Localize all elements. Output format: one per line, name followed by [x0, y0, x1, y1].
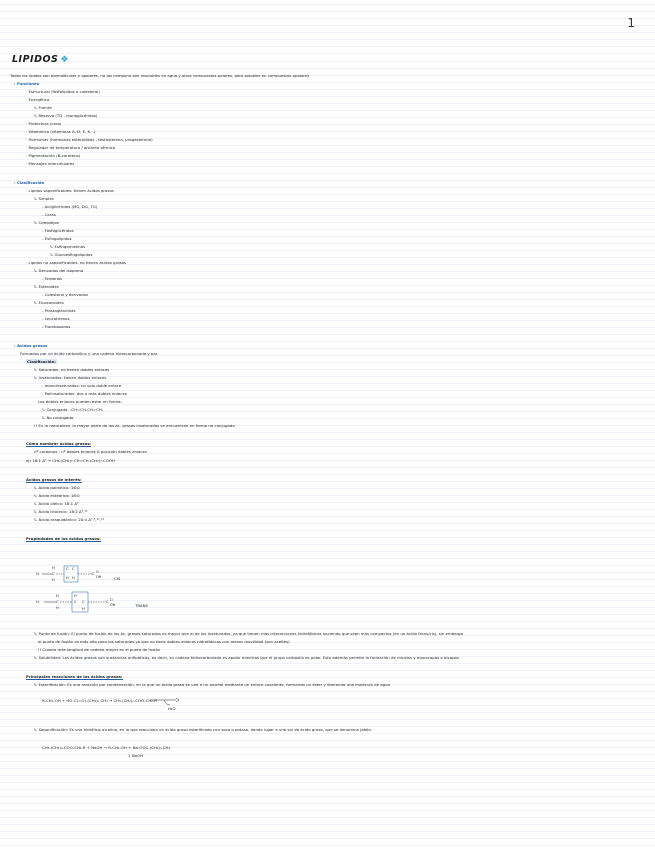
note-line: - monoinsaturados: un solo doble enlace [42, 383, 122, 388]
svg-text:C: C [52, 572, 55, 576]
svg-text:O: O [110, 598, 113, 602]
note-line: CIS [114, 576, 121, 581]
svg-text:C: C [72, 567, 75, 571]
note-line: Formados por un ácido carboxílico y una cadena hidrocarbonada y par. [20, 351, 159, 356]
note-line: ↳ Ácido esteárico: 18:0 [34, 493, 80, 498]
note-line: - Acilglicéridos (MG, DG, TG) [42, 204, 98, 209]
note-line: ↳ Saponificación: Es una hidrólisis alcalina, en la que reacciona un ácido graso esterificado con sosa o potasa, dando lugar a una sal de ácido graso, que se denomina jabón. [34, 727, 373, 732]
svg-text:H: H [82, 607, 85, 611]
note-line: - Poliinsaturados: dos o más dobles enlaces [42, 391, 127, 396]
note-line: · Energética [26, 97, 50, 102]
note-line: › Ácidos grasos [14, 343, 47, 348]
svg-text:H-: H- [36, 572, 40, 576]
svg-text:H: H [52, 578, 55, 582]
title-text: LIPIDOS [12, 54, 59, 65]
svg-text:C: C [56, 600, 59, 604]
note-line: - Colesterol y derivados [42, 292, 89, 297]
note-line: ↳ Fuente [34, 105, 52, 110]
note-line: ↳ Esterificación: Es una reacción por condensación, en la que un ácido graso se une a un alcohol mediante un enlace covalente, formando un éster y liberando una molécula de agua [34, 682, 390, 687]
note-line: ↳ Insaturados: tienen dobles enlaces [34, 375, 107, 380]
note-line: !! Cuanto más longitud de cadena mayor es el punto de fusión [38, 647, 161, 652]
note-line: nº carbonos : nº dobles enlaces Δ posición dobles enlaces [34, 449, 147, 454]
note-line: · Mensajes intercelulares [26, 161, 75, 166]
note-line: · Estructural (fosfolípidos o colesterol) [26, 89, 100, 94]
note-line: · Pigmentación (B-caroteno) [26, 153, 81, 158]
note-line: · Lípidos saponificables: tienen ácidos grasos [26, 188, 114, 193]
note-line: ↳ Ácido linoleico: 18:2 Δ⁹,¹² [34, 509, 88, 514]
note-line: Cómo nombrar ácidos grasos: [26, 441, 92, 446]
note-line: ↳ Saturados: no tienen dobles enlaces [34, 367, 110, 372]
note-line: Principales reacciones de los ácidos grasos: [26, 674, 123, 679]
svg-text:C: C [92, 572, 95, 576]
note-line: ↳ Ácido araquidónico: 20:4 Δ⁵,⁸,¹¹,¹⁴ [34, 517, 104, 522]
note-line: › Clasificación [14, 180, 44, 185]
note-line: ↳ Conjugada: -CH=CH-CH=CH- [42, 407, 104, 412]
note-line: H₂O [168, 706, 176, 711]
note-line: ↳ Simples [34, 196, 54, 201]
note-line: ej) 18:1 Δ⁹ → CH₃-(CH₂)₇-CH=CH-(CH₂)₇-COOH [26, 458, 115, 463]
note-line: › Funciones [14, 81, 39, 86]
svg-text:H: H [52, 566, 55, 570]
svg-text:OH: OH [110, 603, 116, 607]
note-line: Los dobles enlaces pueden estar en forma: [38, 399, 122, 404]
svg-text:C: C [74, 600, 77, 604]
note-line: ↳ Ácido oleico: 18:1 Δ⁹ [34, 501, 79, 506]
svg-text:H: H [74, 594, 77, 598]
trans-structure-diagram [34, 588, 134, 618]
esterification-arrow [150, 697, 180, 707]
note-line: Todos los lípidos son biomoléculas y apolares, no los compone son insolubles en agua y otros compuestos polares, pero solubles en compuestos apolares [10, 73, 310, 78]
note-line: ↳ Complejos [34, 220, 59, 225]
title-decoration-icon: ❖ [60, 55, 69, 65]
note-line: - Leucotrienos [42, 316, 70, 321]
note-line: R-CH₂-OH + HO-C(=O)-(CH₂)ₙ-CH₃ → CH₃-(CH₂)ₙ-COO-CH₂-R [42, 698, 157, 703]
note-line: · Hormonas (hormonas esteroideas - testosterona, progesterona) [26, 137, 153, 142]
note-line: - Prostaglandinas [42, 308, 76, 313]
note-line: - Fosfoglicéridos [42, 228, 74, 233]
note-line: · Lípidos no saponificables: no tienen ácidos grasos [26, 260, 127, 265]
svg-text:C: C [82, 600, 85, 604]
note-line: - Terpenos [42, 276, 63, 281]
note-line: Ácidos grasos de interés: [26, 477, 82, 482]
note-line: · Protectora (cera) [26, 121, 62, 126]
page-title [12, 54, 69, 65]
svg-text:H: H [56, 606, 59, 610]
note-line: ↳ Punto de fusión: El punto de fusión de los ác. grasos saturados es mayor que el de los insaturados, ya que tienen más interacciones hidrofóbicas haciendo que sean más compactos (en un ácido trans/cis), sin embargo [34, 631, 463, 636]
note-line: ↳ No conjugada [42, 415, 74, 420]
note-line: CH₃-(CH₂)ₙ-COO-CH₂-R + NaOH → R-CH₂-OH + Na-OOC-(CH₂)ₙ-CH₃ [42, 745, 171, 750]
note-line: ↳ Eicosanoides [34, 300, 64, 305]
note-line: ↳ Reserva (TG - monoglicéridos) [34, 113, 98, 118]
svg-text:H-: H- [36, 600, 40, 604]
page-number: 1 [627, 16, 635, 30]
cis-structure-diagram [34, 560, 114, 590]
note-line: · Vitamínica (vitaminas A, D, E, K...) [26, 129, 96, 134]
svg-text:H: H [56, 594, 59, 598]
note-line: · Regulador de temperatura / aislante térmico [26, 145, 116, 150]
note-line: !! En la naturaleza, la mayor parte de los ác. grasos insaturados se encuentran en forma no conjugada [34, 423, 235, 428]
note-line: ↳ Esteroides [34, 284, 59, 289]
note-line: ↳ Esfingomielinas [50, 244, 86, 249]
note-line: ↳ Solubilidad: Los ácidos grasos son sustancias anfipáticas, es decir, su cadena hidrocarbonada es apolar mientras que el grupo carboxilo es polar. Esto además permite la formación de micelas y monocapas o bicapas [34, 655, 459, 660]
note-line: TRANS [135, 603, 148, 608]
svg-text:H: H [72, 576, 75, 580]
note-line: ↳ Derivados del isopreno [34, 268, 84, 273]
note-line: Propiedades de los ácidos grasos: [26, 536, 101, 541]
note-line: - Tromboxanos [42, 324, 71, 329]
svg-text:OH: OH [96, 575, 102, 579]
svg-text:O: O [96, 570, 99, 574]
note-line: 1 NaOH [128, 753, 143, 758]
note-line: ↳ Ácido palmítico: 16:0 [34, 485, 80, 490]
svg-text:H: H [66, 576, 69, 580]
svg-text:C: C [106, 600, 109, 604]
note-line: - Esfingolípidos [42, 236, 72, 241]
svg-text:C: C [66, 567, 69, 571]
note-line: - Ceras [42, 212, 56, 217]
note-line: ↳ Glucoesfingolípidos [50, 252, 93, 257]
note-line: el punto de fusión es más alto para los saturados ya que no tiene dobles enlaces hidrofóbicas con menor movilidad (son aceites) [38, 639, 290, 644]
note-line: Clasificación: [27, 359, 56, 364]
